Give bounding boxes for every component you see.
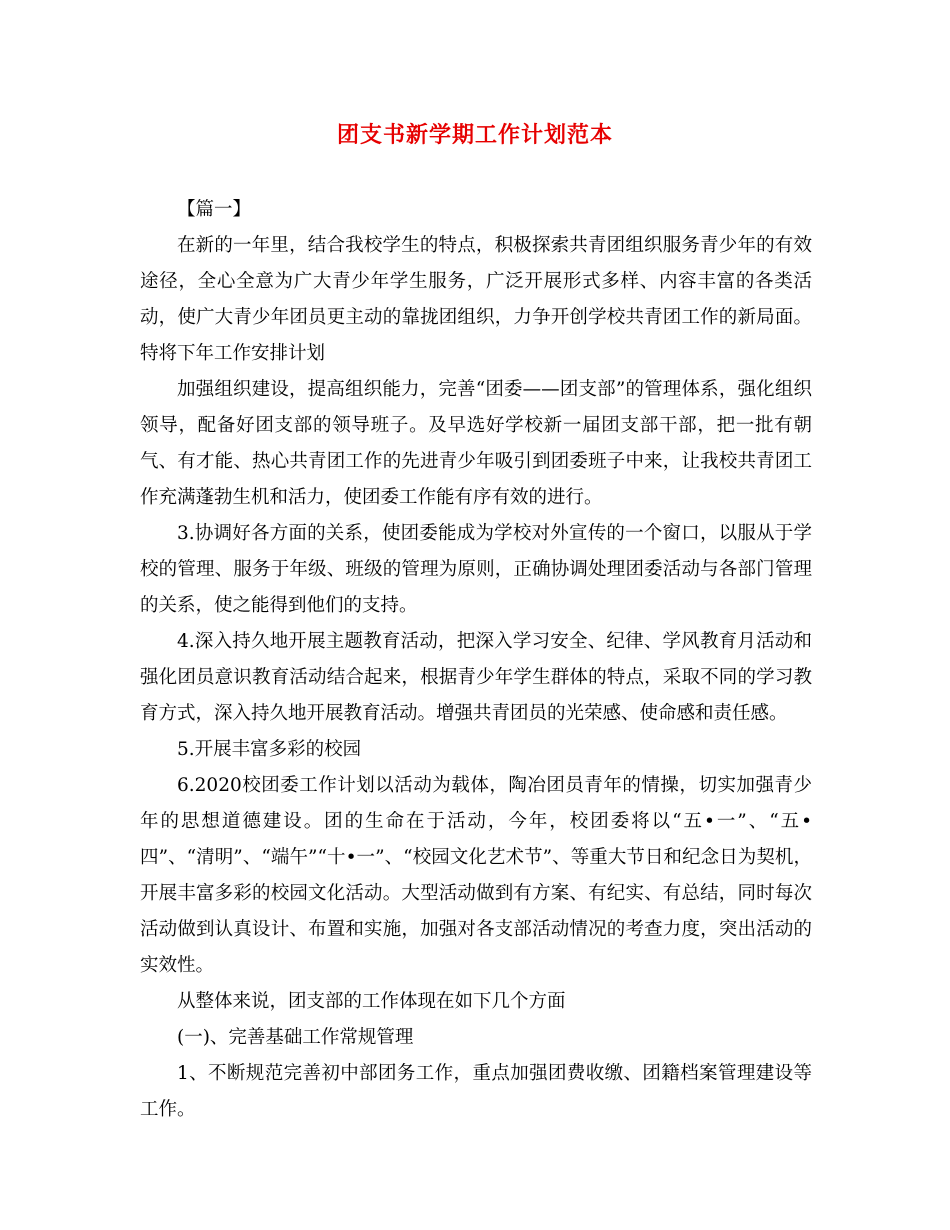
- document-body: [140, 192, 812, 1128]
- paragraph-overall: 从整体来说，团支部的工作体现在如下几个方面: [177, 991, 566, 1012]
- paragraph-organization: 加强组织建设，提高组织能力，完善“团委——团支部”的管理体系，强化组织领导，配备好团支部的领导班子。及早选好学校新一届团支部干部，把一批有朝气、有才能、热心共青团工作的先进青少年吸引到团委班子中来，让我校共青团工作充满蓬勃生机和活力，使团委工作能有序有效的进行。: [140, 379, 812, 508]
- paragraph-item-4: 4.深入持久地开展主题教育活动，把深入学习安全、纪律、学风教育月活动和强化团员意识教育活动结合起来，根据青少年学生群体的特点，采取不同的学习教育方式，深入持久地开展教育活动。增强共青团员的光荣感、使命感和责任感。: [140, 631, 812, 724]
- paragraph-section-label: 【篇一】: [177, 199, 252, 220]
- document-title: 团支书新学期工作计划范本: [336, 122, 613, 148]
- paragraph-intro: 在新的一年里，结合我校学生的特点，积极探索共青团组织服务青少年的有效途径，全心全意为广大青少年学生服务，广泛开展形式多样、内容丰富的各类活动，使广大青少年团员更主动的靠拢团组织，力争开创学校共青团工作的新局面。特将下年工作安排计划: [140, 235, 812, 364]
- paragraph-item-6: 6.2020校团委工作计划以活动为载体，陶冶团员青年的情操，切实加强青少年的思想道德建设。团的生命在于活动，今年，校团委将以“五•一”、“五•四”、“清明”、“端午”“十•一”、“校园文化艺术节”、等重大节日和纪念日为契机，开展丰富多彩的校园文化活动。大型活动做到有方案、有纪实、有总结，同时每次活动做到认真设计、布置和实施，加强对各支部活动情况的考查力度，突出活动的实效性。: [140, 775, 812, 976]
- paragraph-item-5: 5.开展丰富多彩的校园: [177, 739, 362, 760]
- paragraph-item-3: 3.协调好各方面的关系，使团委能成为学校对外宣传的一个窗口，以服从于学校的管理、服务于年级、班级的管理为原则，正确协调处理团委活动与各部门管理的关系，使之能得到他们的支持。: [140, 523, 812, 616]
- paragraph-point-1: 1、不断规范完善初中部团务工作，重点加强团费收缴、团籍档案管理建设等工作。: [140, 1063, 812, 1120]
- paragraph-subheading-1: (一)、完善基础工作常规管理: [177, 1027, 414, 1048]
